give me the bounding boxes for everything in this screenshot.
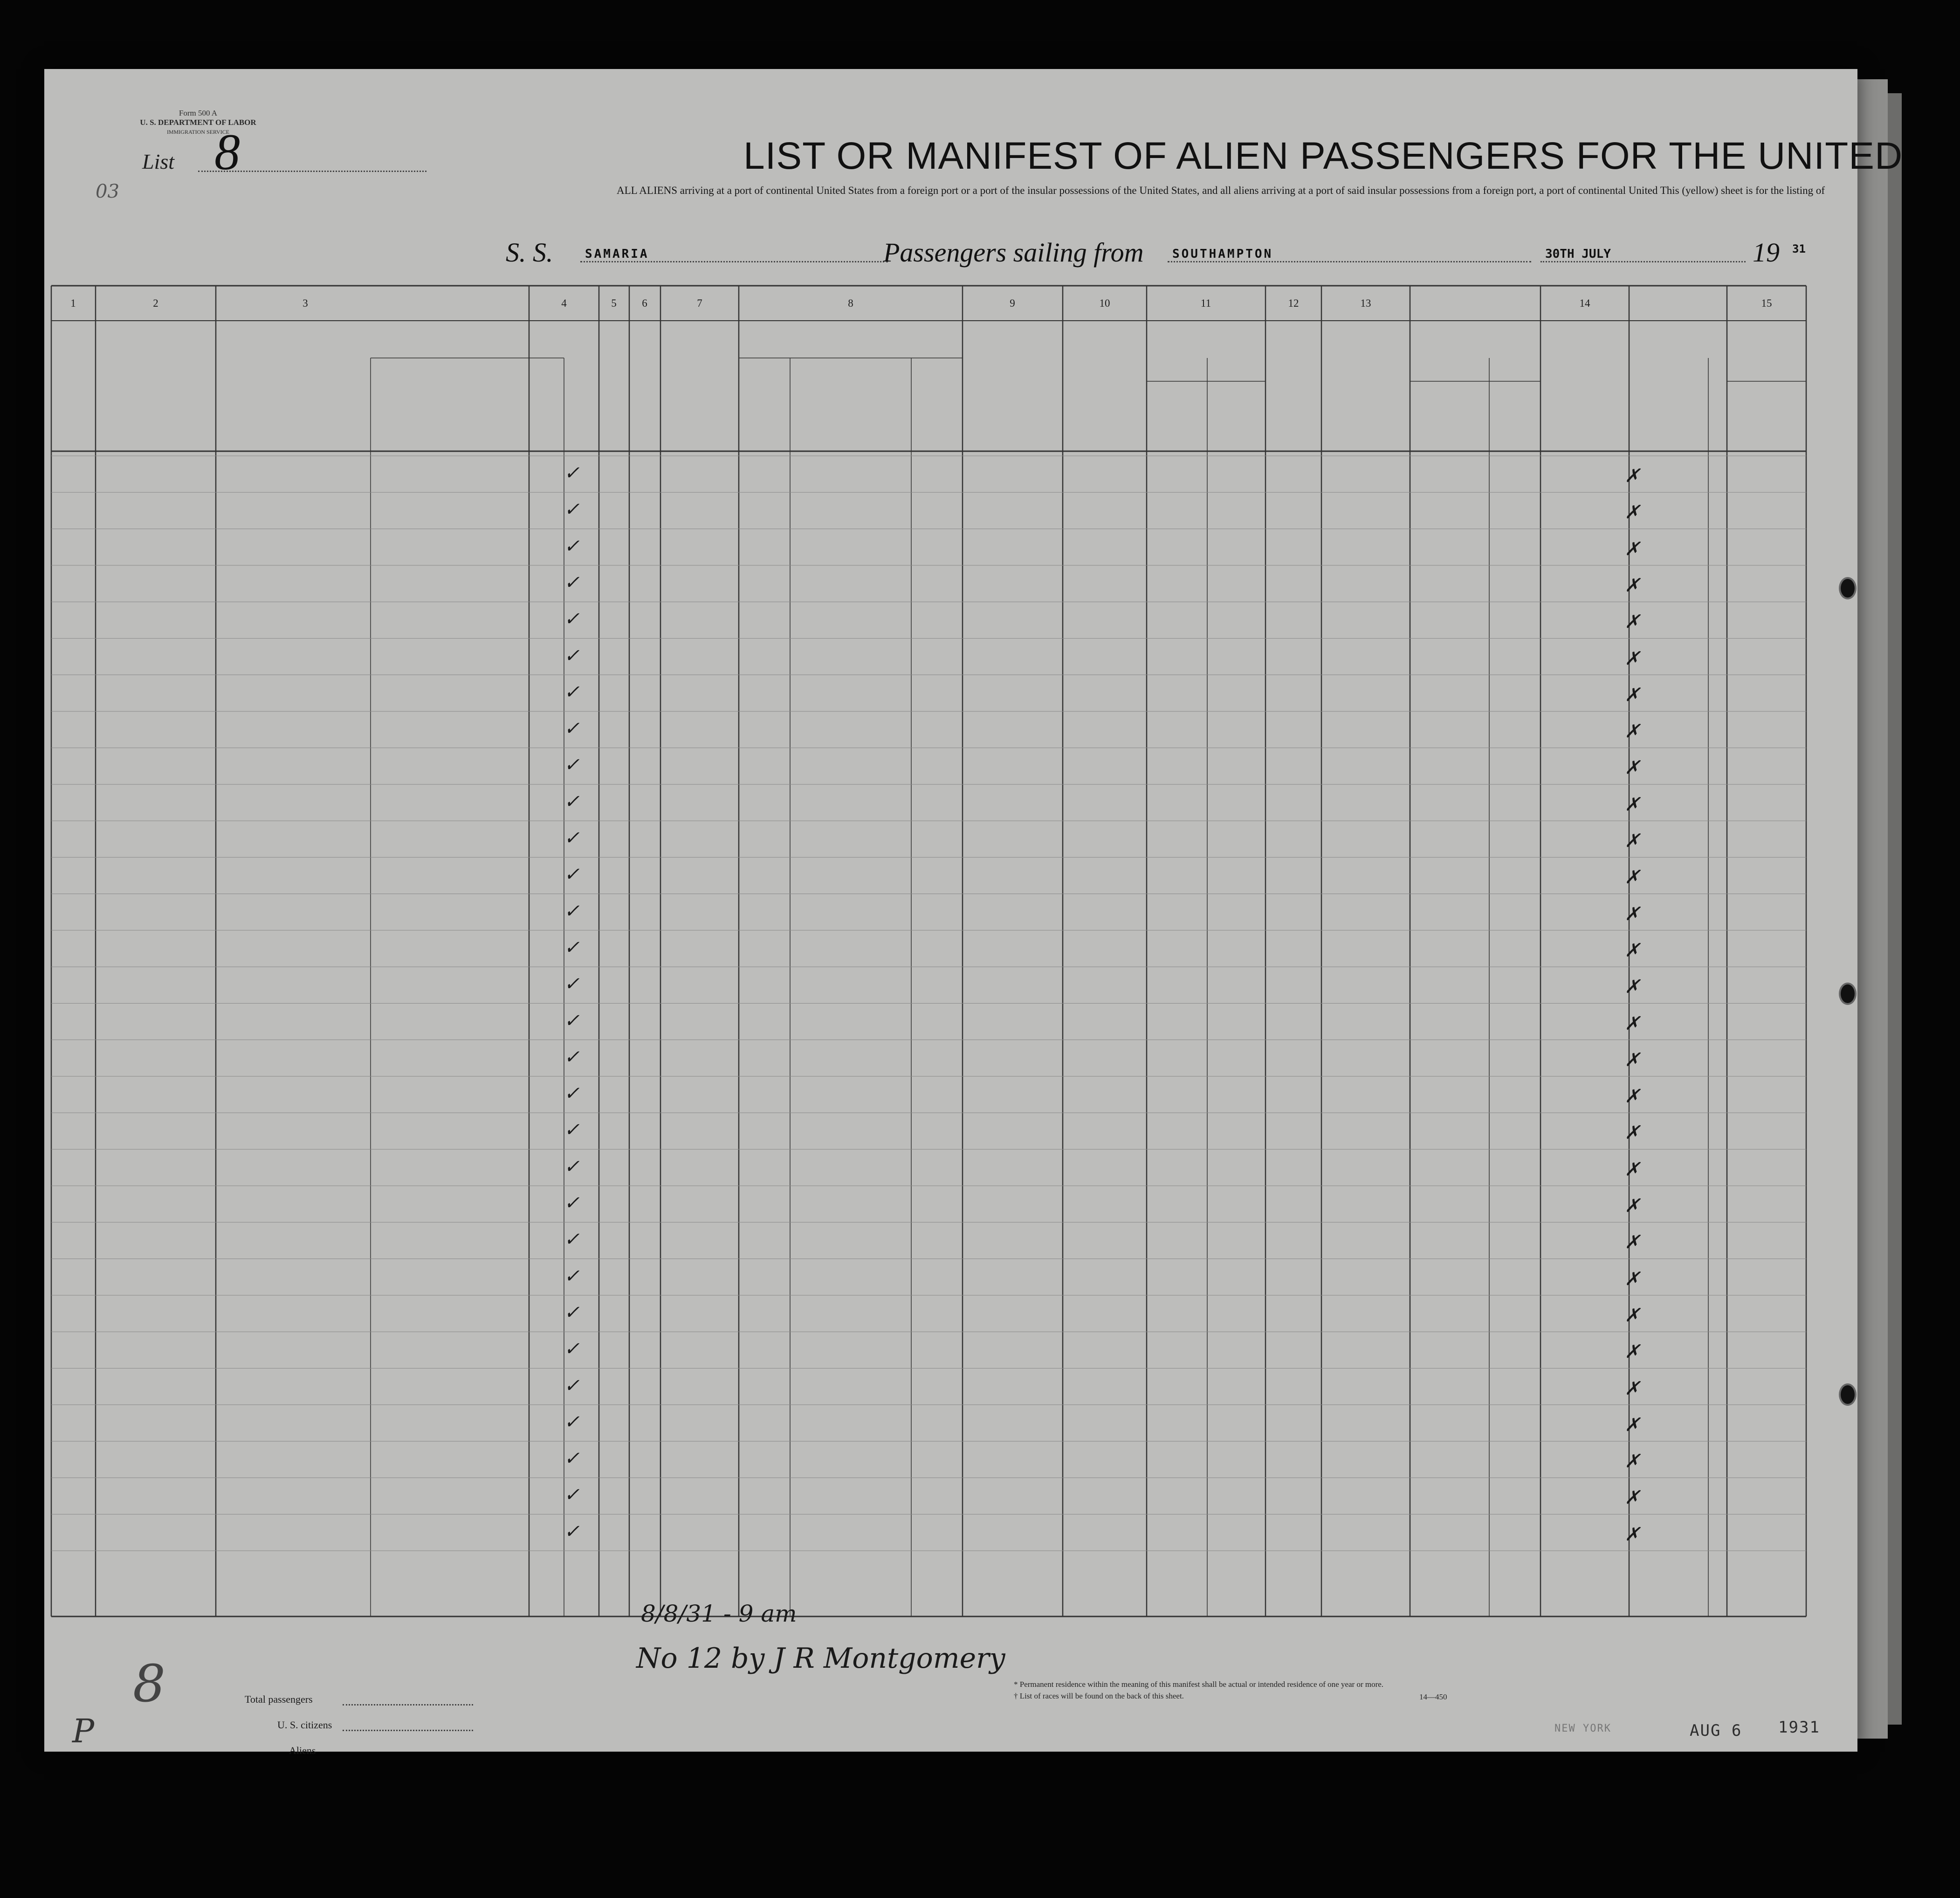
form-code: 14—450 <box>1419 1692 1447 1701</box>
us-citizens-label: U. S. citizens <box>277 1719 332 1731</box>
footnote-races: † List of races will be found on the back of this sheet. <box>1014 1692 1184 1700</box>
residence-x-mark: ✗ <box>1624 757 1640 779</box>
residence-x-mark: ✗ <box>1624 1012 1640 1034</box>
service-name: IMMIGRATION SERVICE <box>166 129 230 135</box>
age-check-mark: ✓ <box>564 900 580 922</box>
column-number: 1 <box>70 297 76 309</box>
page-subtitle: ALL ALIENS arriving at a port of continental United States from a foreign port or a port of the insular possessions of the United States, and all aliens arriving at a port of said insular possessions from a foreign port, a port of continental United This (yellow) sheet is for the listing of <box>616 185 1825 196</box>
age-check-mark: ✓ <box>564 1119 580 1141</box>
residence-x-mark: ✗ <box>1624 1304 1640 1326</box>
handwritten-signature: No 12 by J R Montgomery <box>636 1642 1005 1675</box>
age-check-mark: ✓ <box>564 1010 580 1032</box>
residence-x-mark: ✗ <box>1624 1377 1640 1399</box>
age-check-mark: ✓ <box>564 1448 580 1470</box>
age-check-mark: ✓ <box>564 645 580 667</box>
ship-name: SAMARIA <box>585 247 649 261</box>
column-number: 5 <box>611 297 617 309</box>
residence-x-mark: ✗ <box>1624 1414 1640 1436</box>
manifest-table <box>44 69 1857 1752</box>
form-number: Form 500 A <box>179 109 218 117</box>
age-check-mark: ✓ <box>564 1083 580 1105</box>
total-passengers-line <box>343 1704 473 1705</box>
sailing-label: Passengers sailing from <box>883 237 1144 268</box>
column-number: 4 <box>561 297 567 309</box>
age-check-mark: ✓ <box>564 571 580 593</box>
age-check-mark: ✓ <box>564 791 580 812</box>
department-name: U. S. DEPARTMENT OF LABOR <box>140 118 256 127</box>
age-check-mark: ✓ <box>564 1229 580 1251</box>
residence-x-mark: ✗ <box>1624 866 1640 888</box>
corner-mark: P <box>72 1712 95 1750</box>
bottom-left-mark: 8 <box>133 1654 165 1713</box>
binder-hole <box>1839 577 1857 599</box>
faint-stamp: NEW YORK <box>1554 1723 1611 1734</box>
port-of-departure: SOUTHAMPTON <box>1172 247 1273 261</box>
residence-x-mark: ✗ <box>1624 1086 1640 1107</box>
residence-x-mark: ✗ <box>1624 1122 1640 1144</box>
age-check-mark: ✓ <box>564 936 580 958</box>
column-number: 3 <box>303 297 308 309</box>
list-label: List <box>142 150 175 173</box>
margin-mark: 03 <box>96 181 119 202</box>
year-suffix: 31 <box>1792 242 1806 255</box>
residence-x-mark: ✗ <box>1624 1268 1640 1290</box>
residence-x-mark: ✗ <box>1624 1487 1640 1509</box>
column-number: 13 <box>1360 297 1371 309</box>
age-check-mark: ✓ <box>564 499 580 521</box>
list-number: 8 <box>214 124 240 180</box>
residence-x-mark: ✗ <box>1624 502 1640 523</box>
residence-x-mark: ✗ <box>1624 903 1640 925</box>
age-check-mark: ✓ <box>564 754 580 776</box>
column-number: 11 <box>1200 297 1211 309</box>
residence-x-mark: ✗ <box>1624 465 1640 487</box>
age-check-mark: ✓ <box>564 1520 580 1542</box>
residence-x-mark: ✗ <box>1624 1523 1640 1545</box>
age-check-mark: ✓ <box>564 718 580 740</box>
residence-x-mark: ✗ <box>1624 1341 1640 1363</box>
residence-x-mark: ✗ <box>1624 793 1640 815</box>
column-number: 8 <box>848 297 853 309</box>
residence-x-mark: ✗ <box>1624 1451 1640 1472</box>
column-number: 6 <box>642 297 647 309</box>
age-check-mark: ✓ <box>564 973 580 995</box>
column-number: 9 <box>1010 297 1015 309</box>
ship-prefix: S. S. <box>506 237 553 268</box>
sailing-date: 30TH JULY <box>1545 247 1611 261</box>
received-stamp-year: 1931 <box>1778 1718 1820 1737</box>
us-citizens-line <box>343 1730 473 1731</box>
residence-x-mark: ✗ <box>1624 1158 1640 1180</box>
residence-x-mark: ✗ <box>1624 574 1640 596</box>
age-check-mark: ✓ <box>564 1192 580 1214</box>
residence-x-mark: ✗ <box>1624 976 1640 998</box>
year-prefix: 19 <box>1753 237 1780 268</box>
binder-hole <box>1839 1383 1857 1406</box>
residence-x-mark: ✗ <box>1624 684 1640 706</box>
column-number: 14 <box>1579 297 1590 309</box>
age-check-mark: ✓ <box>564 1265 580 1287</box>
binder-hole <box>1839 983 1857 1005</box>
age-check-mark: ✓ <box>564 462 580 484</box>
residence-x-mark: ✗ <box>1624 538 1640 560</box>
page-title: LIST OR MANIFEST OF ALIEN PASSENGERS FOR THE UNITED <box>743 135 1903 177</box>
age-check-mark: ✓ <box>564 864 580 886</box>
age-check-mark: ✓ <box>564 1484 580 1506</box>
column-number: 12 <box>1288 297 1299 309</box>
age-check-mark: ✓ <box>564 1375 580 1396</box>
age-check-mark: ✓ <box>564 608 580 630</box>
footnote-residence: * Permanent residence within the meaning of this manifest shall be actual or intended residence of one year or more. <box>1014 1680 1384 1689</box>
age-check-mark: ✓ <box>564 1301 580 1323</box>
column-number: 15 <box>1761 297 1772 309</box>
residence-x-mark: ✗ <box>1624 939 1640 961</box>
residence-x-mark: ✗ <box>1624 1231 1640 1253</box>
age-check-mark: ✓ <box>564 1338 580 1360</box>
total-passengers-label: Total passengers <box>245 1693 313 1705</box>
received-stamp-date: AUG 6 <box>1690 1721 1742 1740</box>
residence-x-mark: ✗ <box>1624 721 1640 743</box>
column-number: 10 <box>1099 297 1110 309</box>
column-number: 7 <box>697 297 702 309</box>
age-check-mark: ✓ <box>564 1411 580 1433</box>
residence-x-mark: ✗ <box>1624 647 1640 669</box>
residence-x-mark: ✗ <box>1624 1195 1640 1217</box>
age-check-mark: ✓ <box>564 681 580 703</box>
age-check-mark: ✓ <box>564 1046 580 1068</box>
residence-x-mark: ✗ <box>1624 1049 1640 1071</box>
residence-x-mark: ✗ <box>1624 830 1640 852</box>
column-number: 2 <box>153 297 158 309</box>
age-check-mark: ✓ <box>564 827 580 849</box>
aliens-label: Aliens <box>289 1745 316 1756</box>
handwritten-date-line: 8/8/31 - 9 am <box>641 1600 797 1627</box>
age-check-mark: ✓ <box>564 535 580 557</box>
residence-x-mark: ✗ <box>1624 611 1640 633</box>
manifest-sheet <box>44 69 1903 1756</box>
age-check-mark: ✓ <box>564 1155 580 1177</box>
